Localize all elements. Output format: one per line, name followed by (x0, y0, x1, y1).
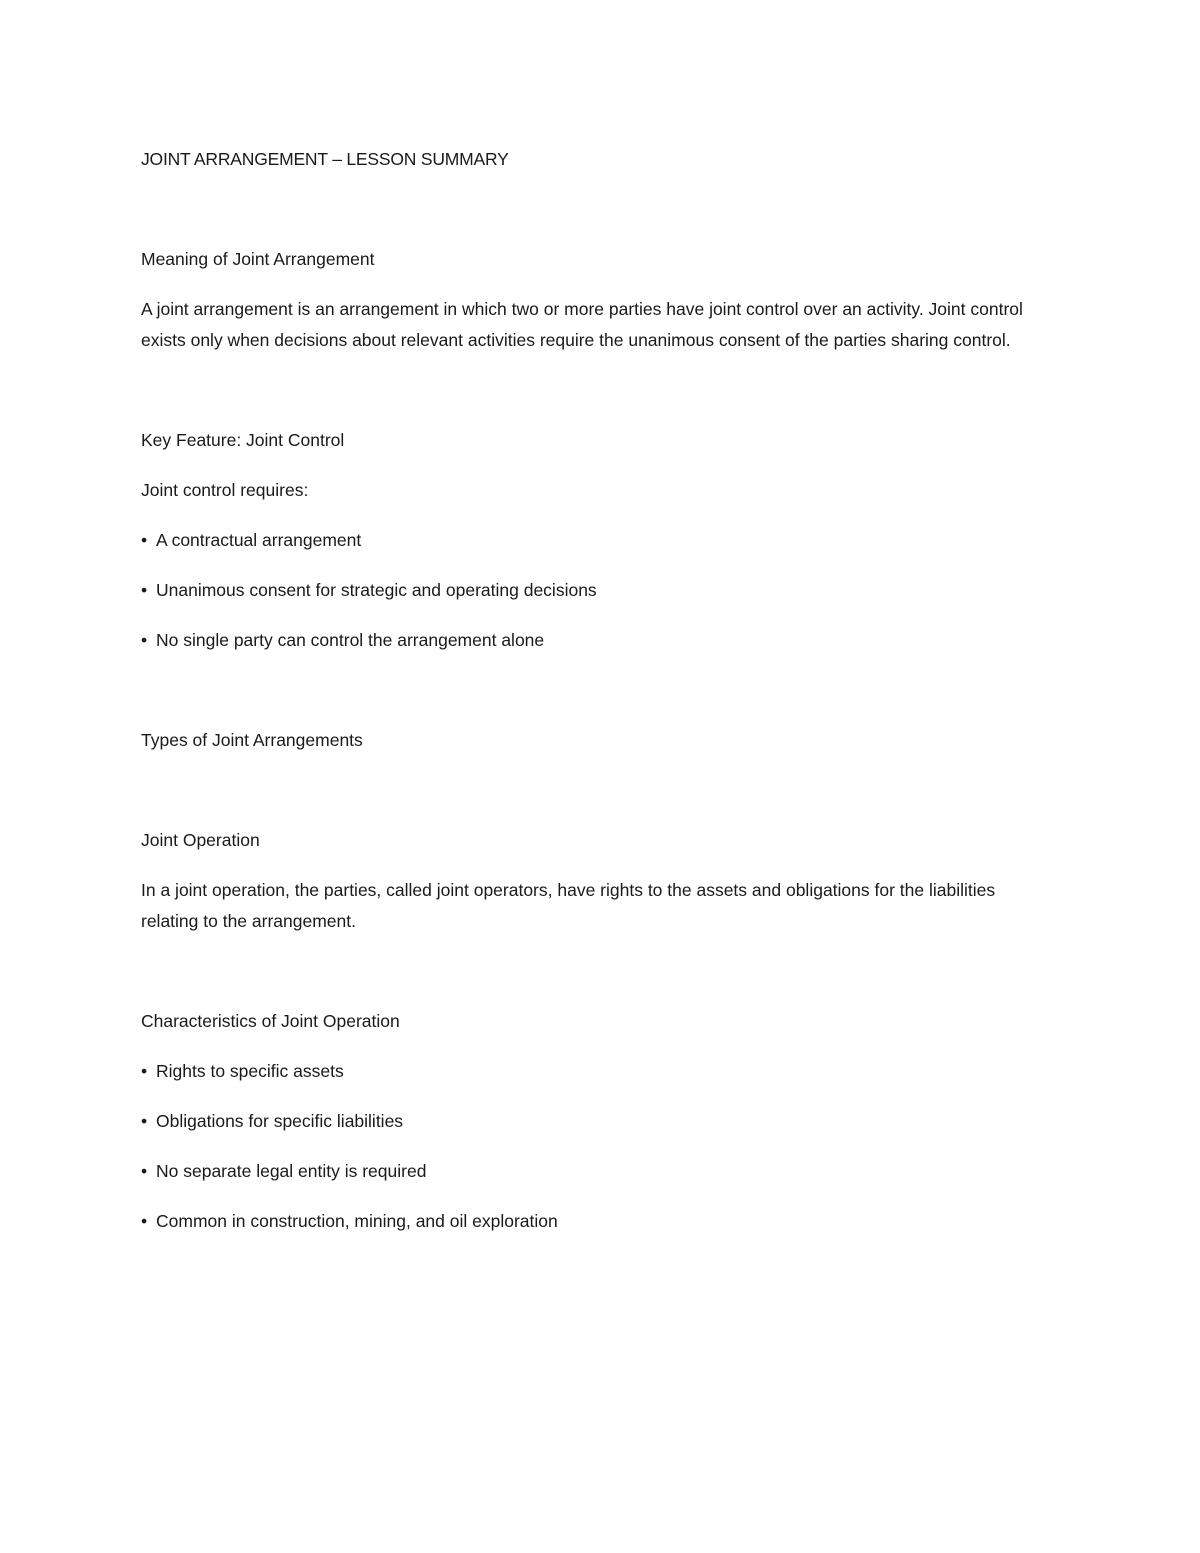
bullet-icon: • (141, 1111, 148, 1131)
key-feature-intro: Joint control requires: (141, 480, 309, 500)
list-item (141, 1206, 1061, 1236)
list-item-text: Rights to specific assets (156, 1061, 344, 1081)
bullet-icon: • (141, 630, 148, 650)
document-title: JOINT ARRANGEMENT – LESSON SUMMARY (141, 149, 509, 169)
characteristics-list (141, 1056, 1061, 1236)
list-item (141, 1056, 1061, 1086)
list-item (141, 525, 1061, 555)
list-item-text: Unanimous consent for strategic and operating decisions (156, 580, 597, 600)
paragraph-joint-operation: In a joint operation, the parties, called joint operators, have rights to the assets and obligations for the liabilities relating to the arrangement. (141, 880, 996, 931)
key-feature-list (141, 525, 1061, 655)
bullet-icon: • (141, 1161, 148, 1181)
list-item (141, 625, 1061, 655)
paragraph-meaning: A joint arrangement is an arrangement in which two or more parties have joint control over an activity. Joint control exists only when decisions about relevant activities require the unanimous consent of the parties sharing control. (141, 299, 1023, 350)
list-item-text: Common in construction, mining, and oil exploration (156, 1211, 558, 1231)
bullet-icon: • (141, 580, 148, 600)
heading-key-feature: Key Feature: Joint Control (141, 430, 345, 450)
list-item-text: No single party can control the arrangement alone (156, 630, 545, 650)
heading-joint-operation: Joint Operation (141, 830, 260, 850)
list-item (141, 1106, 1061, 1136)
bullet-icon: • (141, 1211, 148, 1231)
list-item-text: A contractual arrangement (156, 530, 362, 550)
list-item (141, 1156, 1061, 1186)
document-content (141, 144, 1061, 1236)
list-item (141, 575, 1061, 605)
heading-characteristics: Characteristics of Joint Operation (141, 1011, 400, 1031)
heading-meaning: Meaning of Joint Arrangement (141, 249, 375, 269)
heading-types: Types of Joint Arrangements (141, 730, 363, 750)
list-item-text: No separate legal entity is required (156, 1161, 427, 1181)
bullet-icon: • (141, 530, 148, 550)
list-item-text: Obligations for specific liabilities (156, 1111, 404, 1131)
bullet-icon: • (141, 1061, 148, 1081)
